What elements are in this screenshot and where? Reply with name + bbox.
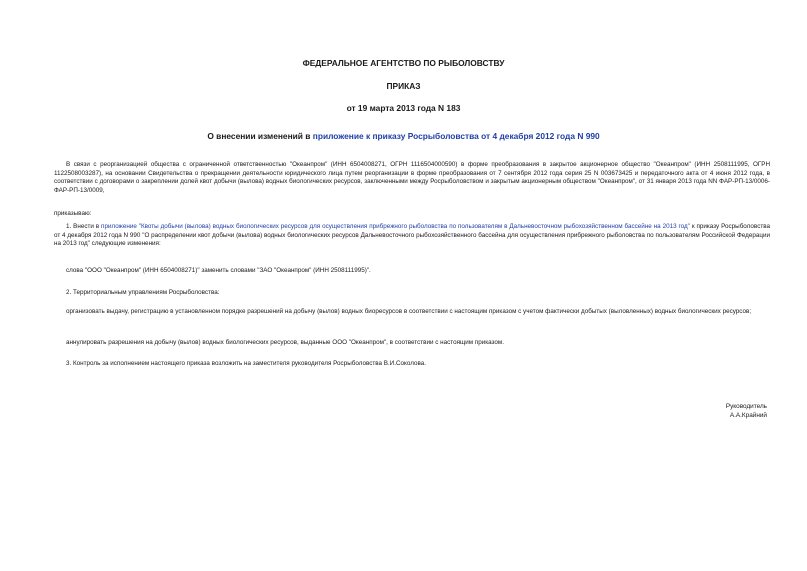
subject-link[interactable]: приложение к приказу Росрыболовства от 4 декабря 2012 года N 990 (312, 131, 600, 141)
order-word: приказываю: (54, 210, 92, 217)
item-2-paragraph: 2. Территориальным управлениям Росрыболовства: (66, 289, 220, 296)
document-date: от 19 марта 2013 года N 183 (346, 103, 461, 113)
agency-title: ФЕДЕРАЛЬНОЕ АГЕНТСТВО ПО РЫБОЛОВСТВУ (302, 58, 505, 68)
signature-name: А.А.Крайний (729, 412, 767, 419)
item-2b-paragraph: аннулировать разрешения на добычу (вылов) водных биологических ресурсов, выданные ООО "Океанпром", в соответствии с настоящим приказом. (66, 339, 504, 346)
document-type: ПРИКАЗ (386, 81, 421, 91)
subject-prefix: О внесении изменений в (207, 131, 313, 141)
item-1-paragraph (54, 223, 770, 249)
document-subject (0, 131, 807, 141)
item-3-paragraph: 3. Контроль за исполнением настоящего приказа возложить на заместителя руководителя Росрыболовства В.И.Соколова. (66, 360, 427, 367)
intro-paragraph: В связи с реорганизацией общества с ограниченной ответственностью "Океанпром" (ИНН 6504008271, ОГРН 1116504000590) в форме преобразования в закрытое акционерное общество "Океанпром" (ИНН 2508111995, ОГРН 1122508003287), на основании Свидетельства о прекращении деятельности юридического лица путем реорганизации в форме преобразования от 7 сентября 2012 года серия 25 N 003673425 и передаточного акта от 4 июня 2012 года, в соответствии с договорами о закреплении долей квот добычи (вылова) водных биологических ресурсов, заключенными между Росрыболовством и закрытым акционерным обществом "Океанпром", от 31 января 2013 года NN ФАР-РП-13/0006-ФАР-РП-13/0009, (54, 161, 770, 194)
item-1-link[interactable]: приложение "Квоты добычи (вылова) водных биологических ресурсов для осуществления прибрежного рыболовства по пользователям в Дальневосточном рыбохозяйственном бассейне на 2013 год" (101, 223, 690, 230)
signature-title: Руководитель (725, 403, 767, 410)
item-2a-paragraph: организовать выдачу, регистрацию в установленном порядке разрешений на добычу (вылов) водных биоресурсов в соответствии с настоящим приказом с учетом фактически добытых (выловленных) водных биологических ресурсов; (66, 308, 752, 315)
replace-paragraph: слова "ООО "Океанпром" (ИНН 6504008271)" заменить словами "ЗАО "Океанпром" (ИНН 2508111995)". (66, 267, 371, 274)
item-1-prefix: 1. Внести в (66, 223, 102, 230)
item-1-rest: к приказу Росрыболовства от 4 декабря 2012 года N 990 "О распределении квот добычи (вылова) водных биологических ресурсов Дальневосточного рыбохозяйственного бассейна для осуществления прибрежного рыболовства по пользователям Российской Федерации на 2013 год" следующие изменения: (54, 223, 770, 248)
